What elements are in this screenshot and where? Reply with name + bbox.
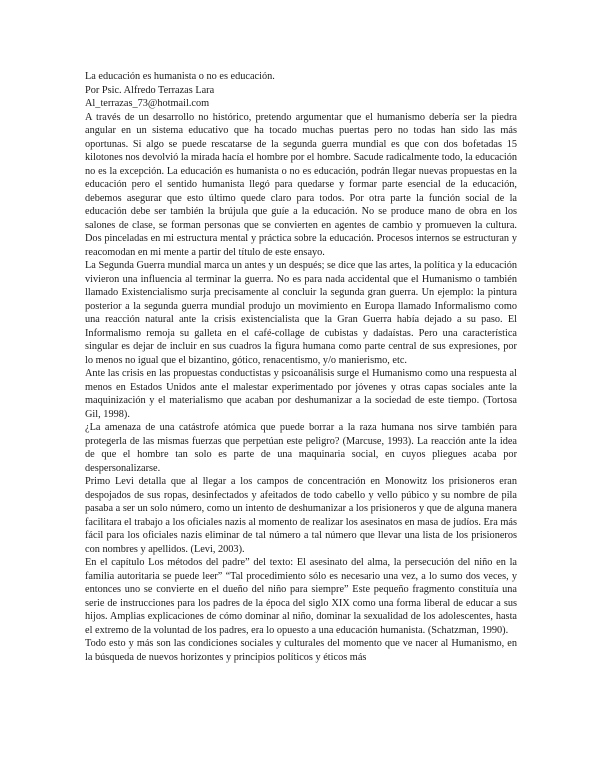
- paragraph-1: A través de un desarrollo no histórico, pretendo argumentar que el humanismo debería ser la piedra angular en un sistema educativo que ha tocado muchas puertas pero no todas han sido las más oportunas. Si algo se puede rescatarse de la segunda guerra mundial es que con dos bofetadas 15 kilotones nos devolvió la mirada hacía el hombre por el hombre. Sacude radicalmente todo, la educación no es la excepción. La educación es humanista o no es educación, podrán llegar nuevas propuestas en la educación pero el sentido humanista llegó para quedarse y formar parte esencial de la educación, debemos asegurar que esto último quede claro para todos. Por otra parte la función social de la educación debe ser también la brújula que guíe a la educación. No se produce mano de obra en los salones de clase, se forman personas que se convierten en agentes de cambio y promueven la cultura. Dos pinceladas en mi estructura mental y práctica sobre la educación. Procesos internos se estructuran y reacomodan en mi mente a partir del título de este ensayo.: [85, 111, 517, 258]
- paragraph-6: En el capítulo Los métodos del padre” del texto: El asesinato del alma, la persecución del niño en la familia autoritaria se puede leer” “Tal procedimiento sólo es necesario una vez, a lo sumo dos veces, y entonces uno se convierte en el dueño del niño para siempre” Este pequeño fragmento constituía una serie de instrucciones para los padres de la época del siglo XIX como una forma liberal de educar a sus hijos. Amplias explicaciones de cómo dominar al niño, dominar la sexualidad de los adolescentes, hasta el extremo de la voluntad de los padres, era lo opuesto a una educación humanista. (Schatzman, 1990).: [85, 557, 517, 636]
- paragraph-5: Primo Levi detalla que al llegar a los campos de concentración en Monowitz los prisioneros eran despojados de sus ropas, desinfectados y afeitados de todo cabello y vello púbico y su nombre de pila pasaba a ser un solo número, como un intento de deshumanizar a los prisioneros y que de alguna manera facilitara el trabajo a los oficiales nazis al momento de realizar los asesinatos en masa de judíos. Era más fácil para los oficiales nazis eliminar de tal número a tal número que llevar una lista de los prisioneros con nombres y apellidos. (Levi, 2003).: [85, 476, 517, 555]
- paragraph-4: ¿La amenaza de una catástrofe atómica que puede borrar a la raza humana nos sirve también para protegerla de las mismas fuerzas que perpetúan este peligro? (Marcuse, 1993). La reacción ante la idea de que el hombre tan solo es parte de una maquinaria social, en cuyos pliegues acaba por despersonalizarse.: [85, 422, 517, 474]
- document-page: [85, 70, 517, 664]
- author-email: Al_terrazas_73@hotmail.com: [85, 98, 210, 109]
- document-author: Por Psic. Alfredo Terrazas Lara: [85, 84, 215, 96]
- document-title: La educación es humanista o no es educación.: [85, 71, 275, 82]
- paragraph-2: La Segunda Guerra mundial marca un antes y un después; se dice que las artes, la política y la educación vivieron una influencia al terminar la guerra. No es para nada accidental que el Humanismo o también llamado Existencialismo surja precisamente al concluir la segunda gran guerra. Un ejemplo: la pintura posterior a la segunda guerra mundial produjo un movimiento en Europa llamado Informalismo como una reacción natural ante la crisis existencialista que la Gran Guerra había dejado a su paso. El Informalismo remoja su galleta en el café-collage de cubistas y dadaístas. Pero una característica singular es dejar de incluir en sus cuadros la figura humana como parte central de sus expresiones, por lo menos no igual que el bizantino, gótico, renacentismo, y/o manierismo, etc.: [85, 260, 517, 366]
- paragraph-7: Todo esto y más son las condiciones sociales y culturales del momento que ve nacer al Humanismo, en la búsqueda de nuevos horizontes y principios políticos y éticos más: [85, 638, 517, 663]
- paragraph-3: Ante las crisis en las propuestas conductistas y psicoanálisis surge el Humanismo como una respuesta al menos en Estados Unidos ante el malestar experimentado por jóvenes y otras capas sociales ante la maquinización y el materialismo que acaban por deshumanizar a la sociedad de este tiempo. (Tortosa Gil, 1998).: [85, 368, 517, 420]
